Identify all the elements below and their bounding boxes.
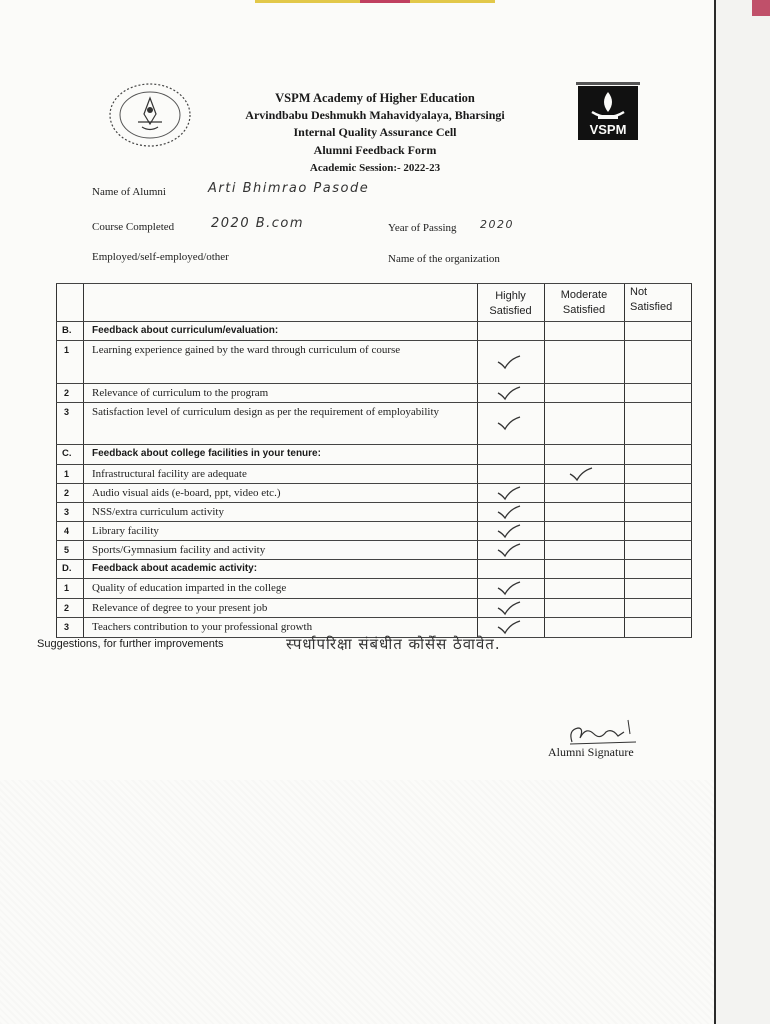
item-text: NSS/extra curriculum activity: [92, 506, 224, 518]
table-rule: [56, 617, 692, 618]
checkmark-icon: [496, 485, 522, 501]
alumni-signature-label: Alumni Signature: [548, 745, 634, 759]
item-text: Infrastructural facility are adequate: [92, 468, 247, 480]
section-letter: C.: [62, 448, 72, 459]
checkmark-icon: [496, 580, 522, 596]
paper-texture: [0, 780, 714, 1024]
item-text: Library facility: [92, 525, 159, 537]
table-rule: [56, 402, 692, 403]
col-moderate-satisfied: [544, 288, 624, 318]
col-moderate-label-2: Satisfied: [562, 304, 606, 316]
item-number: 2: [64, 488, 70, 498]
checkmark-icon: [568, 466, 594, 482]
col-not-label-1: Not: [630, 286, 648, 298]
feedback-table: [56, 283, 692, 637]
item-number: 1: [64, 345, 70, 355]
table-rule: [56, 521, 692, 522]
table-rule: [56, 283, 692, 284]
item-number: 1: [64, 469, 70, 479]
table-rule: [56, 464, 692, 465]
table-rule: [56, 502, 692, 503]
table-rule: [56, 321, 692, 322]
checkmark-icon: [496, 385, 522, 401]
section-title: Feedback about academic activity:: [92, 563, 258, 574]
table-rule: [56, 444, 692, 445]
item-number: 2: [64, 603, 70, 613]
checkmark-icon: [496, 504, 522, 520]
vspm-logo-text: VSPM: [589, 122, 627, 137]
col-moderate-label-1: Moderate: [560, 289, 608, 301]
college-name: Arvindbabu Deshmukh Mahavidyalaya, Bharsingi: [245, 108, 505, 122]
col-highly-label-1: Highly: [495, 290, 526, 302]
checkmark-icon: [496, 523, 522, 539]
employment-label: Employed/self-employed/other: [92, 251, 229, 263]
item-number: 3: [64, 622, 70, 632]
institution-title: VSPM Academy of Higher Education: [275, 91, 475, 105]
col-not-satisfied: [624, 285, 691, 315]
scan-edge-mark: [360, 0, 410, 3]
item-number: 5: [64, 545, 70, 555]
scan-corner-mark: [752, 0, 770, 16]
item-number: 3: [64, 507, 70, 517]
college-seal-icon: [104, 80, 196, 150]
table-rule: [56, 559, 692, 560]
name-value: Arti Bhimrao Pasode: [208, 181, 370, 196]
item-number: 1: [64, 583, 70, 593]
section-title: Feedback about college facilities in your tenure:: [92, 448, 321, 459]
table-rule: [56, 483, 692, 484]
page-edge: [714, 0, 716, 1024]
checkmark-icon: [496, 415, 522, 431]
vspm-logo-icon: [576, 82, 640, 144]
table-rule: [56, 540, 692, 541]
name-label: Name of Alumni: [92, 186, 166, 198]
col-not-label-2: Satisfied: [630, 301, 673, 313]
table-rule: [56, 598, 692, 599]
item-text: Teachers contribution to your professional growth: [92, 621, 313, 633]
year-value: 2020: [480, 218, 514, 231]
suggestions-label: Suggestions, for further improvements: [37, 638, 224, 650]
organization-label: Name of the organization: [388, 253, 500, 265]
item-text: Relevance of curriculum to the program: [92, 387, 269, 399]
item-number: 2: [64, 388, 70, 398]
suggestions-value: स्पर्धापरिक्षा संबंधीत कोर्सेस ठेवावेत.: [286, 635, 501, 653]
col-highly-satisfied: [477, 289, 544, 319]
checkmark-icon: [496, 600, 522, 616]
section-letter: B.: [62, 325, 72, 336]
section-letter: D.: [62, 563, 72, 574]
section-title: Feedback about curriculum/evaluation:: [92, 325, 279, 336]
table-rule: [56, 578, 692, 579]
academic-session: Academic Session:- 2022-23: [309, 162, 441, 174]
year-label: Year of Passing: [388, 222, 457, 234]
table-rule: [56, 383, 692, 384]
col-highly-label-2: Satisfied: [489, 305, 532, 317]
item-text: Relevance of degree to your present job: [92, 602, 268, 614]
checkmark-icon: [496, 542, 522, 558]
item-text: Quality of education imparted in the college: [92, 582, 287, 594]
item-text: Satisfaction level of curriculum design as per the requirement of employability: [92, 406, 440, 418]
checkmark-icon: [496, 354, 522, 370]
item-number: 3: [64, 407, 70, 417]
item-text: Audio visual aids (e-board, ppt, video etc.): [92, 487, 281, 499]
cell-name: Internal Quality Assurance Cell: [293, 125, 457, 139]
table-rule: [56, 340, 692, 341]
course-value: 2020 B.com: [211, 216, 305, 231]
course-label: Course Completed: [92, 221, 175, 233]
form-title: Alumni Feedback Form: [313, 143, 437, 157]
page-margin: [716, 0, 770, 1024]
item-number: 4: [64, 526, 70, 536]
item-text: Learning experience gained by the ward through curriculum of course: [92, 344, 401, 356]
item-text: Sports/Gymnasium facility and activity: [92, 544, 266, 556]
checkmark-icon: [496, 619, 522, 635]
